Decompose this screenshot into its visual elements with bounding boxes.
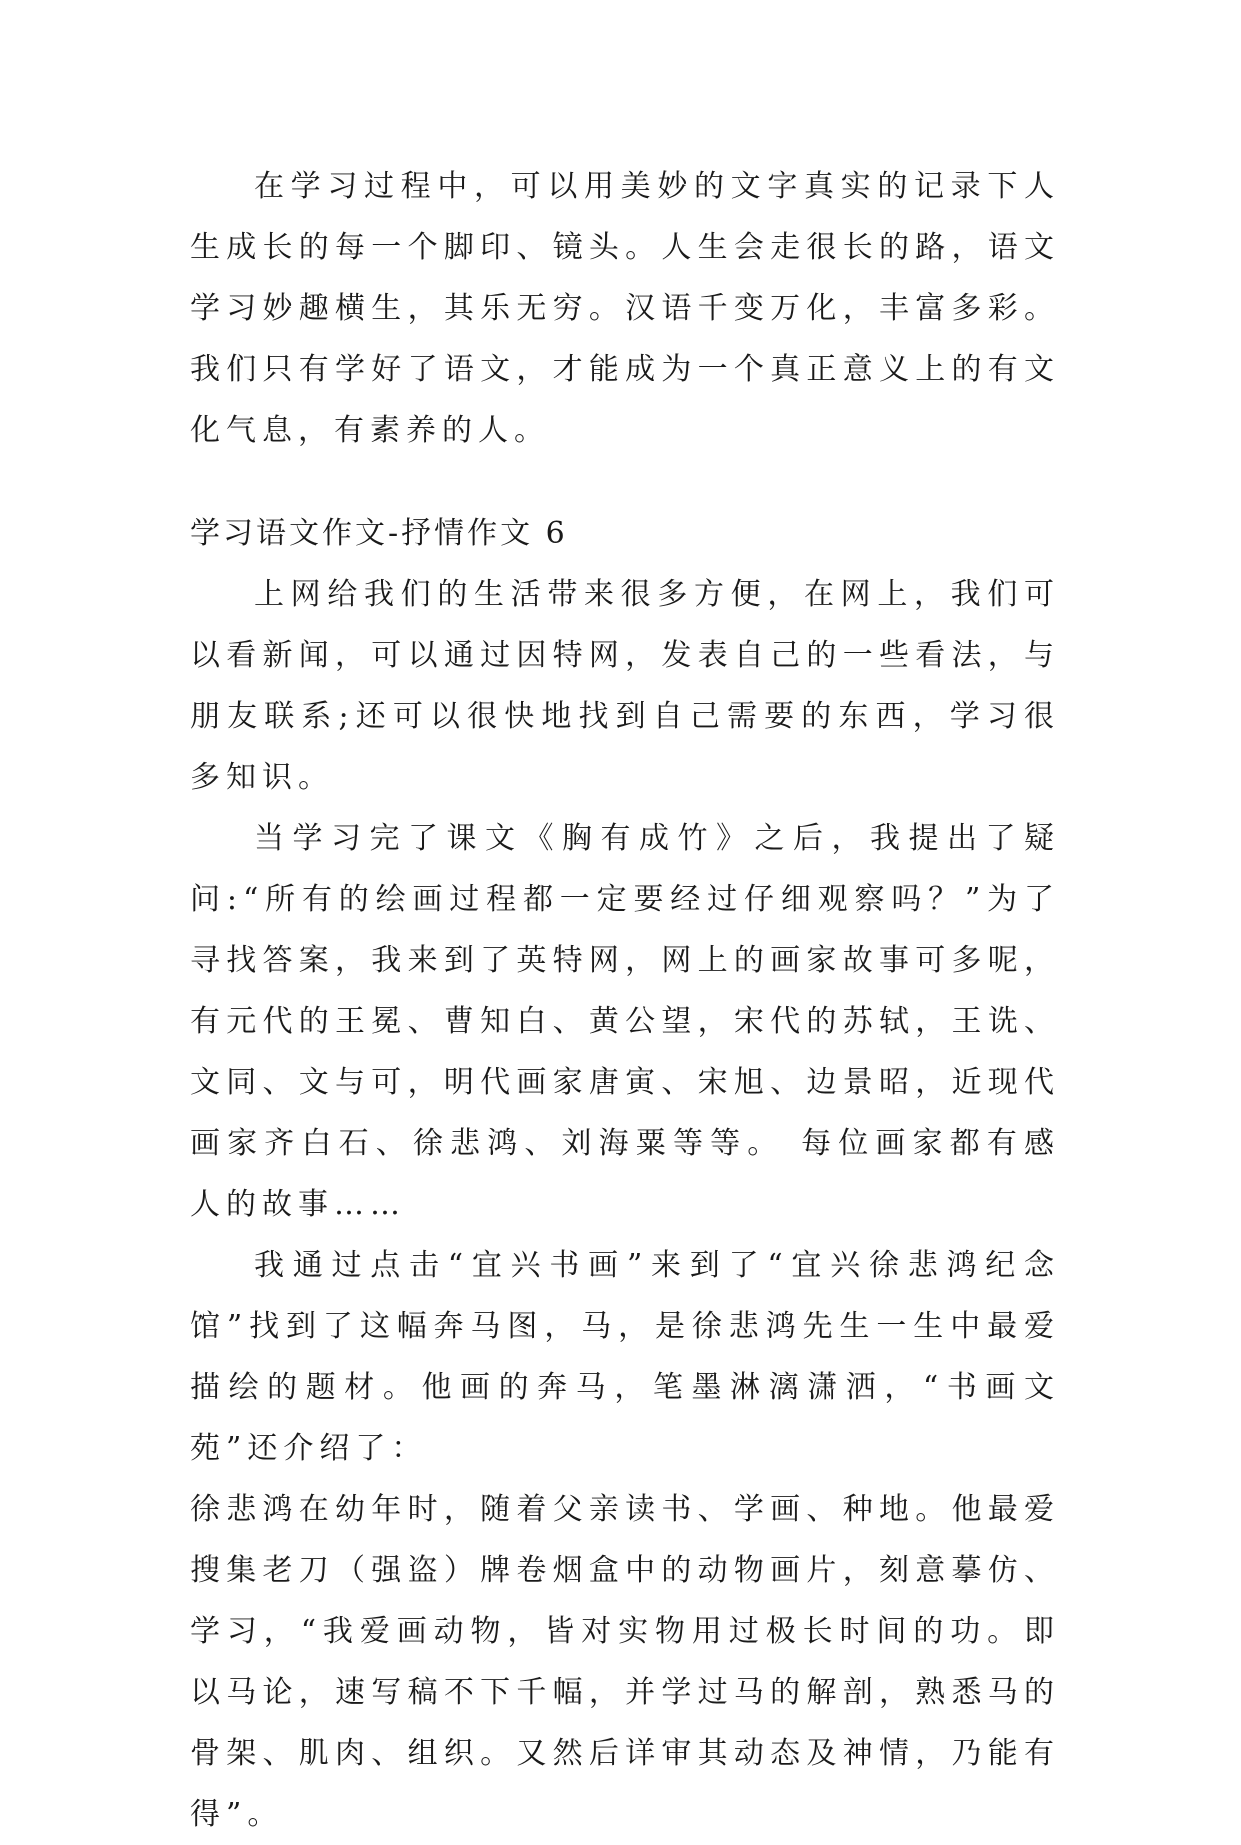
paragraph-internet-convenience: 上网给我们的生活带来很多方便，在网上，我们可以看新闻，可以通过因特网，发表自己的一些看法，与朋友联系;还可以很快地找到自己需要的东西，学习很多知识。 (190, 577, 1060, 795)
paragraph-xu-beihong-childhood: 徐悲鸿在幼年时，随着父亲读书、学画、种地。他最爱搜集老刀（强盗）牌卷烟盒中的动物画片，刻意摹仿、学习，“我爱画动物，皆对实物用过极长时间的功。即以马论，速写稿不下千幅，并学过马的解剖，熟悉马的骨架、肌肉、组织。又然后详审其动态及神情，乃能有得”。 (190, 1492, 1060, 1832)
section-title: 学习语文作文-抒情作文 6 (190, 516, 568, 551)
essay-section (190, 503, 1060, 1845)
intro-section (190, 156, 1060, 461)
paragraph-painters: 当学习完了课文《胸有成竹》之后，我提出了疑问:“所有的绘画过程都一定要经过仔细观察吗？”为了寻找答案，我来到了英特网，网上的画家故事可多呢，有元代的王冕、曹知白、黄公望，宋代的苏轼，王诜、文同、文与可，明代画家唐寅、宋旭、边景昭，近现代画家齐白石、徐悲鸿、刘海粟等等。 每位画家都有感人的故事…… (190, 821, 1060, 1222)
intro-paragraph: 在学习过程中，可以用美妙的文字真实的记录下人生成长的每一个脚印、镜头。人生会走很长的路，语文学习妙趣横生，其乐无穷。汉语千变万化，丰富多彩。我们只有学好了语文，才能成为一个真正意义上的有文化气息，有素养的人。 (190, 169, 1060, 448)
paragraph-xu-beihong-museum: 我通过点击“宜兴书画”来到了“宜兴徐悲鸿纪念馆”找到了这幅奔马图，马，是徐悲鸿先生一生中最爱描绘的题材。他画的奔马，笔墨淋漓潇洒，“书画文苑”还介绍了： (190, 1248, 1060, 1466)
